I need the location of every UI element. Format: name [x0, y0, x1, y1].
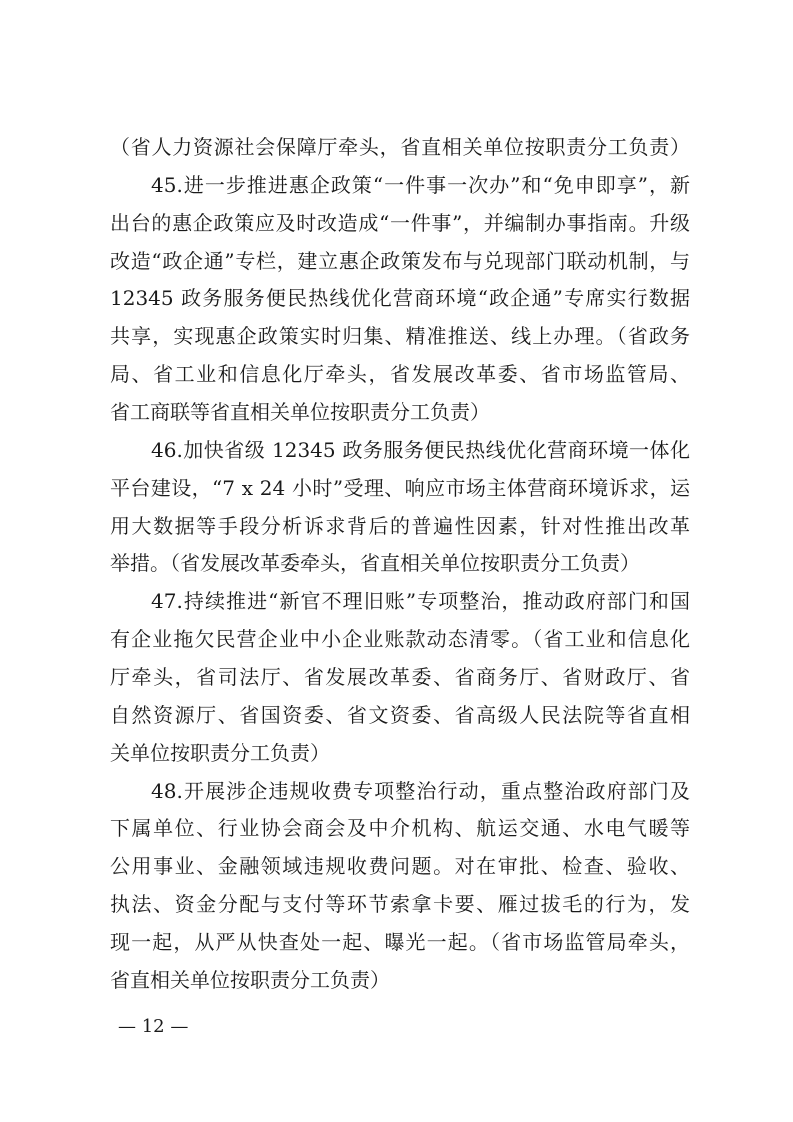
text-line: 现一起，从严从快查处一起、曝光一起。（省市场监管局牵头，	[110, 930, 690, 955]
text-line: 有企业拖欠民营企业中小企业账款动态清零。（省工业和信息化	[110, 627, 690, 652]
text-line: 12345 政务服务便民热线优化营商环境“政企通”专席实行数据	[110, 286, 690, 311]
item-48-paragraph	[110, 773, 690, 1000]
item-46-paragraph	[110, 432, 690, 583]
text-line: 共享，实现惠企政策实时归集、精准推送、线上办理。（省政务	[110, 324, 690, 349]
text-line: 局、省工业和信息化厅牵头，省发展改革委、省市场监管局、	[110, 362, 690, 387]
text-line: 出台的惠企政策应及时改造成“一件事”，并编制办事指南。升级	[110, 210, 690, 235]
text-line: 用大数据等手段分析诉求背后的普遍性因素，针对性推出改革	[110, 513, 690, 538]
intro-line: （省人力资源社会保障厅牵头，省直相关单位按职责分工负责）	[110, 135, 690, 159]
text-line: 平台建设，“7 x 24 小时”受理、响应市场主体营商环境诉求，运	[110, 475, 690, 500]
text-line: 省直相关单位按职责分工负责）	[110, 967, 390, 992]
text-line: 公用事业、金融领域违规收费问题。对在审批、检查、验收、	[110, 854, 690, 879]
text-line: 省工商联等省直相关单位按职责分工负责）	[110, 400, 490, 425]
item-47-paragraph	[110, 583, 690, 772]
text-line: 举措。（省发展改革委牵头，省直相关单位按职责分工负责）	[110, 551, 640, 576]
text-line: 46.加快省级 12345 政务服务便民热线优化营商环境一体化	[151, 437, 690, 462]
text-line: 关单位按职责分工负责）	[110, 740, 330, 765]
document-body	[110, 129, 690, 1000]
text-line: 48.开展涉企违规收费专项整治行动，重点整治政府部门及	[151, 778, 690, 803]
item-45-paragraph	[110, 167, 690, 432]
text-line: 45.进一步推进惠企政策“一件事一次办”和“免申即享”，新	[151, 172, 690, 197]
text-line: 执法、资金分配与支付等环节索拿卡要、雁过拔毛的行为，发	[110, 892, 690, 917]
text-line: 厅牵头，省司法厅、省发展改革委、省商务厅、省财政厅、省	[110, 665, 690, 690]
page-number: — 12 —	[118, 1016, 189, 1037]
text-line: 下属单位、行业协会商会及中介机构、航运交通、水电气暖等	[110, 816, 690, 841]
text-line: 47.持续推进“新官不理旧账”专项整治，推动政府部门和国	[151, 589, 690, 614]
text-line: 自然资源厅、省国资委、省文资委、省高级人民法院等省直相	[110, 702, 690, 727]
text-line: 改造“政企通”专栏，建立惠企政策发布与兑现部门联动机制，与	[110, 248, 690, 273]
